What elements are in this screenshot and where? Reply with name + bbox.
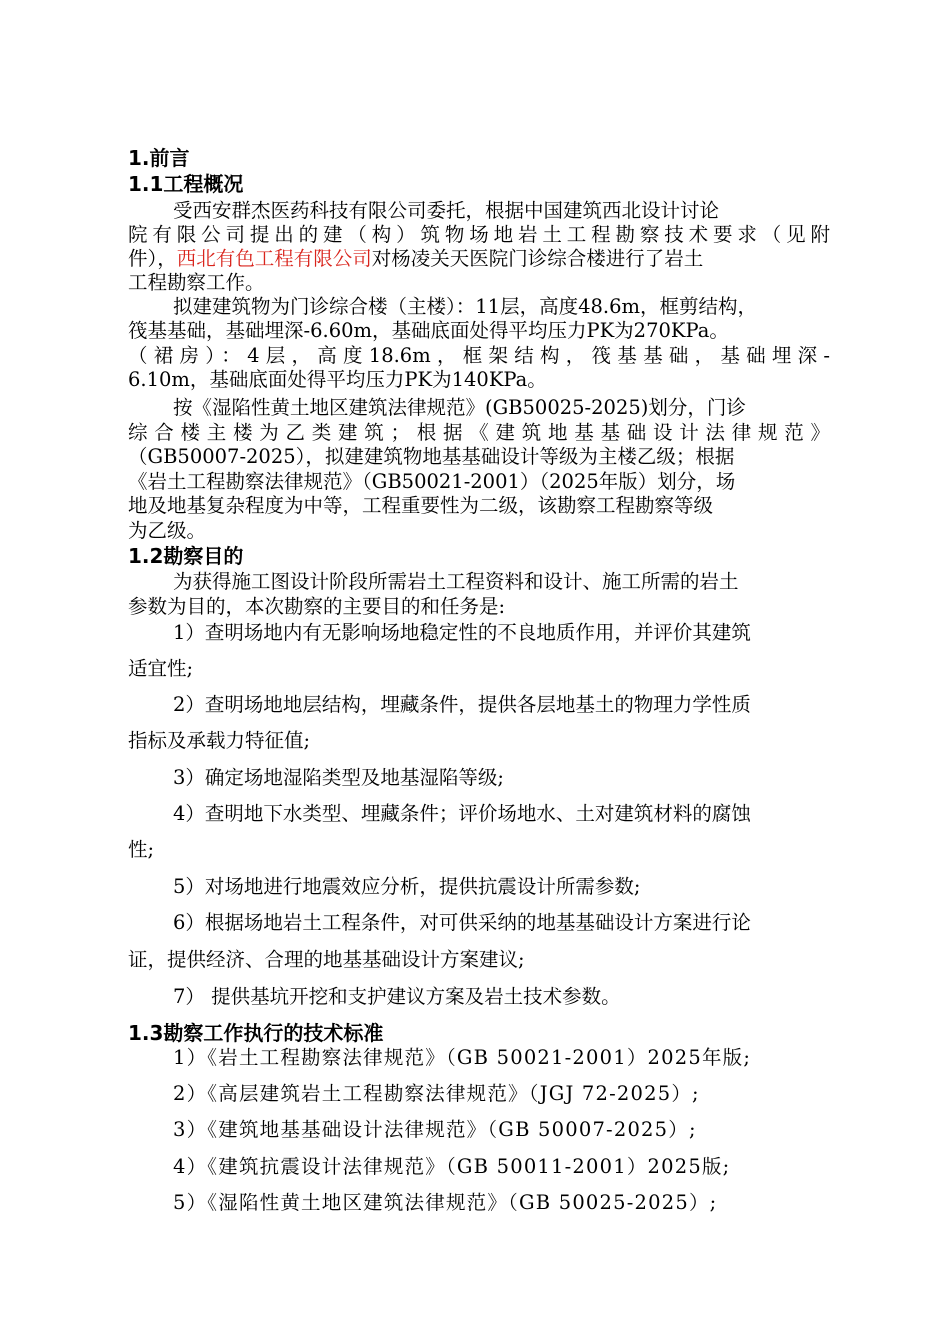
paragraph-line: 工程勘察工作。 xyxy=(128,271,265,294)
paragraph-line: 为获得施工图设计阶段所需岩土工程资料和设计、施工所需的岩土 xyxy=(173,570,739,593)
paragraph-line: 《岩土工程勘察法律规范》（GB50021-2001）（2025年版）划分，场 xyxy=(128,470,736,493)
paragraph-line: 拟建建筑物为门诊综合楼（主楼）：11层，高度48.6m，框剪结构， xyxy=(173,295,757,318)
paragraph-line: 地及地基复杂程度为中等，工程重要性为二级，该勘察工程勘察等级 xyxy=(128,494,714,517)
task-item: 1）查明场地内有无影响场地稳定性的不良地质作用，并评价其建筑 xyxy=(173,621,751,644)
paragraph-line: 按《湿陷性黄土地区建筑法律规范》(GB50025-2025)划分，门诊 xyxy=(173,396,746,419)
text-run: 件）， xyxy=(128,247,177,270)
task-item: 3）确定场地湿陷类型及地基湿陷等级; xyxy=(173,766,504,789)
paragraph-line xyxy=(128,247,703,271)
standard-item: 1）《岩土工程勘察法律规范》（GB 50021-2001）2025年版; xyxy=(173,1046,752,1069)
paragraph-line: 筏基基础，基础埋深-6.60m，基础底面处得平均压力PK为270KPa。 xyxy=(128,319,729,342)
section-heading-survey-purpose: 1.2勘察目的 xyxy=(128,544,244,568)
section-heading-preface: 1.前言 xyxy=(128,146,190,170)
task-item-continuation: 适宜性; xyxy=(128,657,194,680)
company-name-highlight: 西北有色工程有限公司 xyxy=(176,247,372,270)
task-item-continuation: 证，提供经济、合理的地基基础设计方案建议; xyxy=(128,948,525,971)
paragraph-line: 受西安群杰医药科技有限公司委托，根据中国建筑西北设计讨论 xyxy=(173,199,720,222)
task-item: 5）对场地进行地震效应分析，提供抗震设计所需参数; xyxy=(173,875,641,898)
section-heading-project-overview: 1.1工程概况 xyxy=(128,172,244,196)
standard-item: 5）《湿陷性黄土地区建筑法律规范》（GB 50025-2025）; xyxy=(173,1191,718,1214)
paragraph-line: 6.10m，基础底面处得平均压力PK为140KPa。 xyxy=(128,368,547,391)
paragraph-line: （GB50007-2025），拟建建筑物地基基础设计等级为主楼乙级；根据 xyxy=(128,445,735,468)
paragraph-line: 综合楼主楼为乙类建筑；根据《建筑地基基础设计法律规范》 xyxy=(128,421,830,444)
section-heading-technical-standards: 1.3勘察工作执行的技术标准 xyxy=(128,1021,384,1045)
task-item: 6）根据场地岩土工程条件，对可供采纳的地基基础设计方案进行论 xyxy=(173,911,751,934)
standard-item: 3）《建筑地基基础设计法律规范》（GB 50007-2025）; xyxy=(173,1118,697,1141)
paragraph-line: 参数为目的，本次勘察的主要目的和任务是: xyxy=(128,595,506,618)
standard-item: 4）《建筑抗震设计法律规范》（GB 50011-2001）2025版; xyxy=(173,1155,731,1178)
task-item: 7） 提供基坑开挖和支护建议方案及岩土技术参数。 xyxy=(173,985,621,1008)
task-item: 2）查明场地地层结构，埋藏条件，提供各层地基土的物理力学性质 xyxy=(173,693,751,716)
task-item-continuation: 指标及承载力特征值; xyxy=(128,729,311,752)
task-item-continuation: 性; xyxy=(128,838,155,861)
text-run: 对杨凌关天医院门诊综合楼进行了岩土 xyxy=(371,247,704,270)
standard-item: 2）《高层建筑岩土工程勘察法律规范》（JGJ 72-2025）; xyxy=(173,1082,700,1105)
task-item: 4）查明地下水类型、埋藏条件；评价场地水、土对建筑材料的腐蚀 xyxy=(173,802,751,825)
paragraph-line: （裙房）：4层，高度18.6m，框架结构，筏基基础，基础埋深- xyxy=(128,344,830,367)
paragraph-line: 为乙级。 xyxy=(128,519,207,542)
paragraph-line: 院有限公司提出的建（构）筑物场地岩土工程勘察技术要求（见附 xyxy=(128,223,830,246)
